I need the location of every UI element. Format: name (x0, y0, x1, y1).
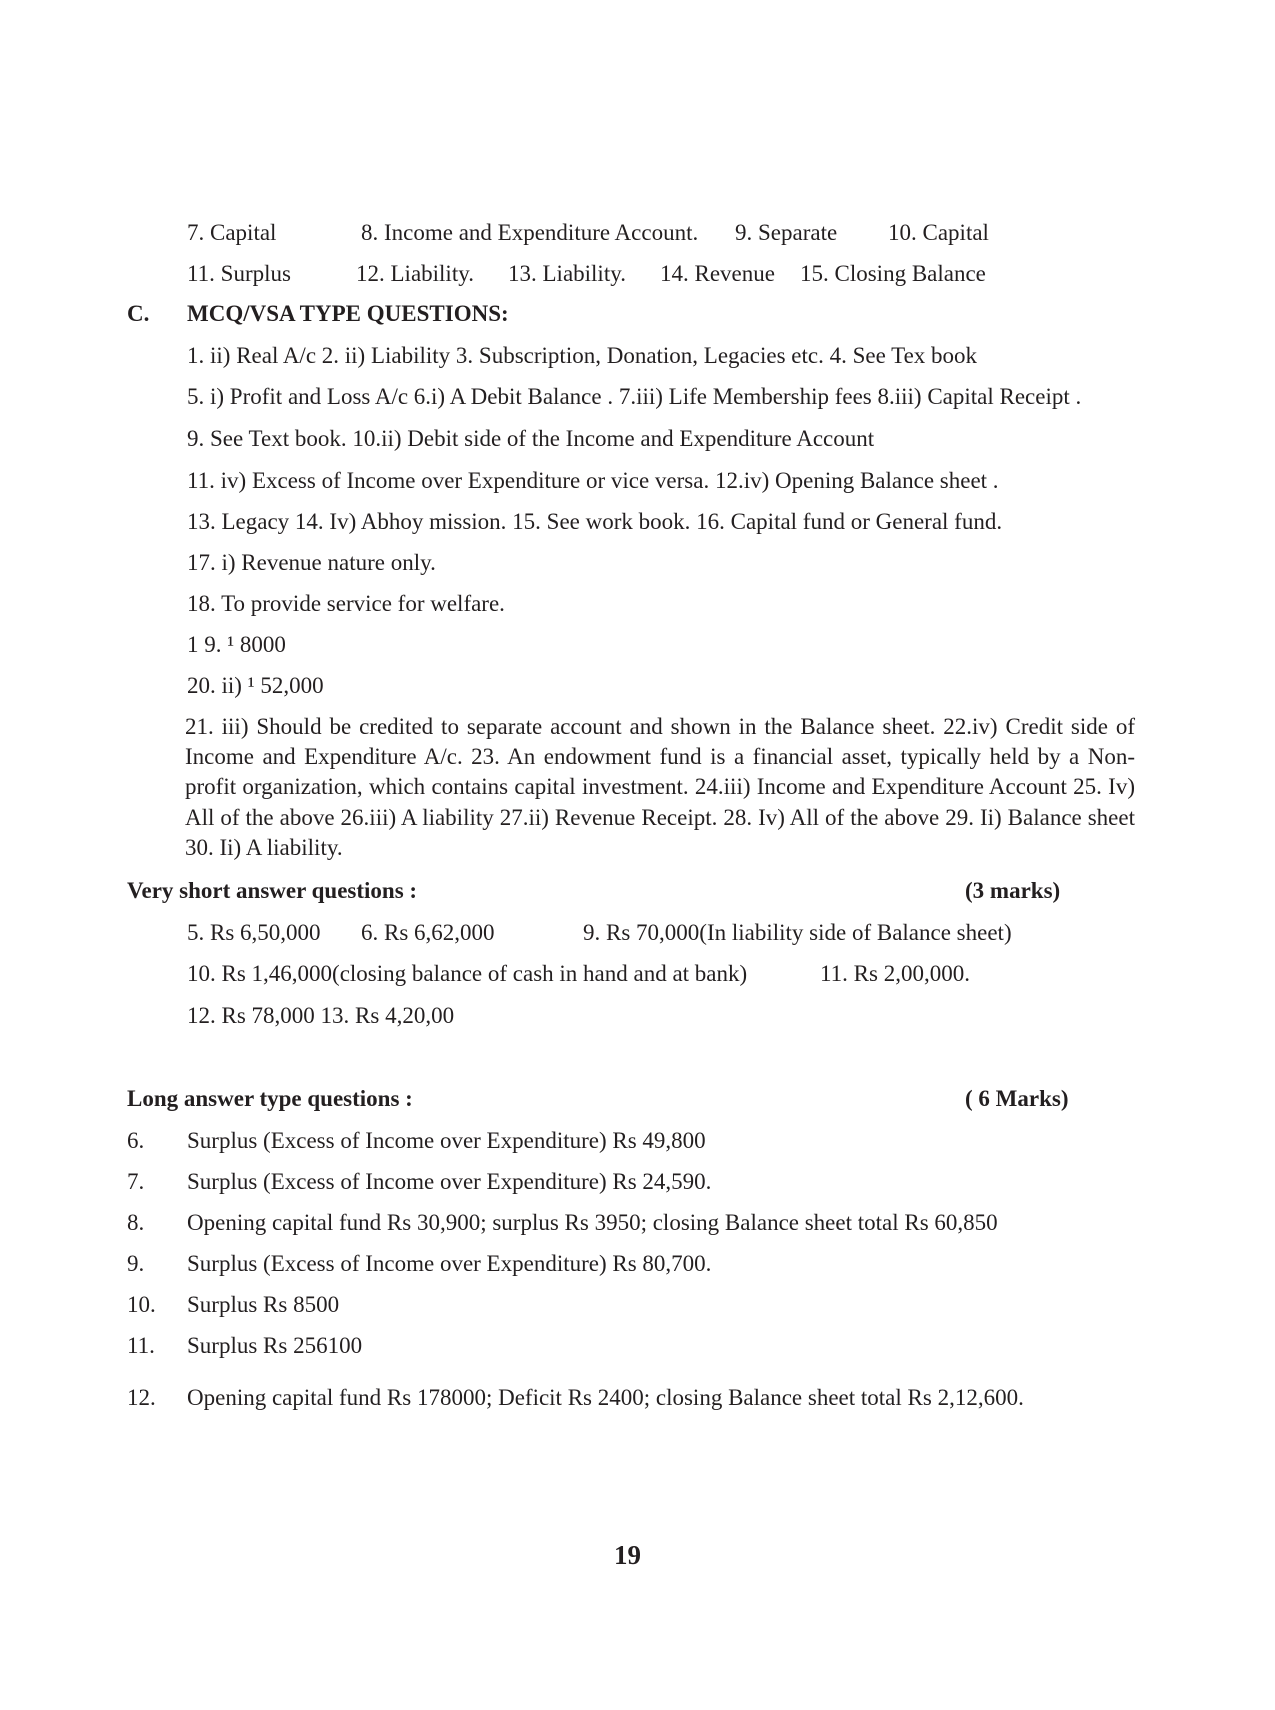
mcq-line: 20. ii) ¹ 52,000 (187, 673, 324, 698)
answer-9: 9. Separate (735, 220, 838, 245)
long-item-text: Surplus (Excess of Income over Expenditure) Rs 80,700. (187, 1251, 712, 1276)
mcq-line: 9. See Text book. 10.ii) Debit side of the Income and Expenditure Account (187, 426, 875, 451)
answer-13: 13. Liability. (508, 261, 626, 286)
short-answer-12-13: 12. Rs 78,000 13. Rs 4,20,00 (187, 1003, 455, 1028)
long-item-text: Surplus (Excess of Income over Expenditure) Rs 49,800 (187, 1128, 706, 1153)
long-item-number: 11. (127, 1333, 155, 1358)
long-item-text: Surplus Rs 256100 (187, 1333, 363, 1358)
answer-7: 7. Capital (187, 220, 277, 245)
short-answer-10: 10. Rs 1,46,000(closing balance of cash in hand and at bank) (187, 961, 748, 986)
short-answer-6: 6. Rs 6,62,000 (361, 920, 495, 945)
mcq-line: 17. i) Revenue nature only. (187, 550, 436, 575)
mcq-paragraph: 21. iii) Should be credited to separate account and shown in the Balance sheet. 22.iv) Credit side of Income and Expenditure A/c. 23. An endowment fund is a financial asset, typically held by a Non-profit organization, which contains capital investment. 24.iii) Income and Expenditure Account 25. Iv) All of the above 26.iii) A liability 27.ii) Revenue Receipt. 28. Iv) All of the above 29. Ii) Balance sheet 30. Ii) A liability. (185, 714, 1135, 860)
short-answer-5: 5. Rs 6,50,000 (187, 920, 321, 945)
long-item-number: 8. (127, 1210, 145, 1235)
section-letter: C. (127, 301, 150, 326)
short-answer-9: 9. Rs 70,000(In liability side of Balance sheet) (583, 920, 1012, 945)
long-item-number: 7. (127, 1169, 145, 1194)
long-item-text: Opening capital fund Rs 178000; Deficit Rs 2400; closing Balance sheet total Rs 2,12,600. (187, 1385, 1024, 1410)
page-number: 19 (614, 1540, 641, 1570)
long-marks: ( 6 Marks) (965, 1086, 1069, 1111)
answer-10: 10. Capital (888, 220, 989, 245)
answer-14: 14. Revenue (660, 261, 775, 286)
answer-12: 12. Liability. (356, 261, 474, 286)
short-answer-11: 11. Rs 2,00,000. (820, 961, 970, 986)
answer-15: 15. Closing Balance (800, 261, 986, 286)
long-item-number: 10. (127, 1292, 156, 1317)
mcq-line: 1 9. ¹ 8000 (187, 632, 286, 657)
long-item-text: Surplus Rs 8500 (187, 1292, 340, 1317)
answer-8: 8. Income and Expenditure Account. (361, 220, 699, 245)
mcq-line: 5. i) Profit and Loss A/c 6.i) A Debit Balance . 7.iii) Life Membership fees 8.iii) Capital Receipt . (187, 384, 1082, 409)
very-short-marks: (3 marks) (965, 878, 1061, 903)
long-item-text: Opening capital fund Rs 30,900; surplus Rs 3950; closing Balance sheet total Rs 60,850 (187, 1210, 998, 1235)
mcq-line: 1. ii) Real A/c 2. ii) Liability 3. Subscription, Donation, Legacies etc. 4. See Tex book (187, 343, 978, 368)
very-short-heading: Very short answer questions : (127, 878, 418, 903)
mcq-line: 13. Legacy 14. Iv) Abhoy mission. 15. See work book. 16. Capital fund or General fund. (187, 509, 1003, 534)
long-item-text: Surplus (Excess of Income over Expenditure) Rs 24,590. (187, 1169, 712, 1194)
mcq-line: 11. iv) Excess of Income over Expenditure or vice versa. 12.iv) Opening Balance sheet . (187, 468, 999, 493)
long-heading: Long answer type questions : (127, 1086, 413, 1111)
section-heading: MCQ/VSA TYPE QUESTIONS: (187, 301, 509, 326)
long-item-number: 6. (127, 1128, 145, 1153)
long-item-number: 12. (127, 1385, 156, 1410)
answer-11: 11. Surplus (187, 261, 291, 286)
long-item-number: 9. (127, 1251, 145, 1276)
mcq-line: 18. To provide service for welfare. (187, 591, 505, 616)
